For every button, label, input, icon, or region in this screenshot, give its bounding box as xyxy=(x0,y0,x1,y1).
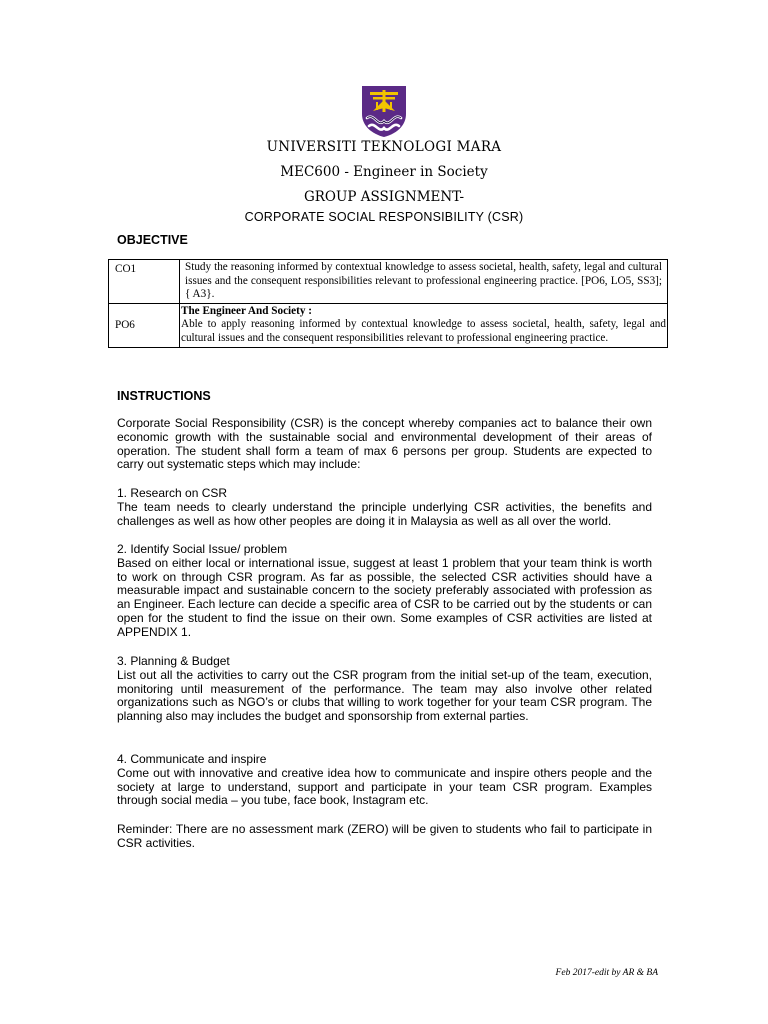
reminder-text: Reminder: There are no assessment mark (ZERO) will be given to students who fail to participate in CSR activities. xyxy=(117,822,652,850)
objective-heading: OBJECTIVE xyxy=(117,233,188,247)
assignment-topic: CORPORATE SOCIAL RESPONSIBILITY (CSR) xyxy=(244,210,524,224)
step-text: Come out with innovative and creative idea how to communicate and inspire others people and the society at large to understand, support and participate in your team CSR program. Examples through social media – you tube, face book, Instagram etc. xyxy=(117,765,652,808)
intro-paragraph xyxy=(117,417,652,472)
step-section xyxy=(117,487,652,528)
step-text: The team needs to clearly understand the principle underlying CSR activities, the benefits and challenges as well as how other peoples are doing it in Malaysia as well as all over the world. xyxy=(117,499,652,528)
step-section xyxy=(117,655,652,724)
objective-cell xyxy=(180,303,668,347)
objective-code: PO6 xyxy=(109,303,180,347)
step-title: 3. Planning & Budget xyxy=(117,654,230,668)
step-section xyxy=(117,543,652,640)
objective-subtitle: The Engineer And Society : xyxy=(181,304,312,317)
instructions-heading: INSTRUCTIONS xyxy=(117,389,211,403)
assignment-title: GROUP ASSIGNMENT- xyxy=(303,189,465,205)
step-title: 1. Research on CSR xyxy=(117,486,228,500)
intro-text: Corporate Social Responsibility (CSR) is the concept whereby companies act to balance their own economic growth with the sustainable social and environmental development of their areas of operation. The student shall form a team of max 6 persons per group. Students are expected to carry out systematic steps which may include: xyxy=(117,416,652,472)
objective-text: Study the reasoning informed by contextual knowledge to assess societal, health, safety, legal and cultural issues and the consequent responsibilities relevant to professional engineering practice. [PO6, LO5, SS3];{ A3}. xyxy=(180,260,668,304)
step-section xyxy=(117,753,652,808)
table-row xyxy=(109,303,668,347)
step-text: Based on either local or international issue, suggest at least 1 problem that your team think is worth to work on through CSR program. As far as possible, the selected CSR activities should have a measurable impact and sustainable concern to the society preferably associated with profession as an Engineer. Each lecture can decide a specific area of CSR to be carried out by the students or can open for the student to find the issue on their own. Some examples of CSR activities are listed at APPENDIX 1. xyxy=(117,555,652,639)
objective-text: Able to apply reasoning informed by contextual knowledge to assess societal, health, safety, legal and cultural issues and the consequent responsibilities relevant to professional engineering practice. xyxy=(181,318,666,345)
step-text: List out all the activities to carry out the CSR program from the initial set-up of the team, execution, monitoring until measurement of the performance. The team may also involve other related organizations such as NGO’s or clubs that willing to work together for your team CSR program. The planning also may includes the budget and sponsorship from external parties. xyxy=(117,667,652,724)
footer-note: Feb 2017-edit by AR & BA xyxy=(555,968,658,978)
objective-code: CO1 xyxy=(109,260,180,304)
course-title: MEC600 - Engineer in Society xyxy=(280,164,488,180)
reminder-paragraph xyxy=(117,823,652,851)
objective-table xyxy=(108,259,668,348)
step-title: 4. Communicate and inspire xyxy=(117,752,267,766)
table-row xyxy=(109,260,668,304)
step-title: 2. Identify Social Issue/ problem xyxy=(117,542,288,556)
uitm-crest-icon xyxy=(360,84,408,138)
university-name: UNIVERSITI TEKNOLOGI MARA xyxy=(266,139,502,155)
